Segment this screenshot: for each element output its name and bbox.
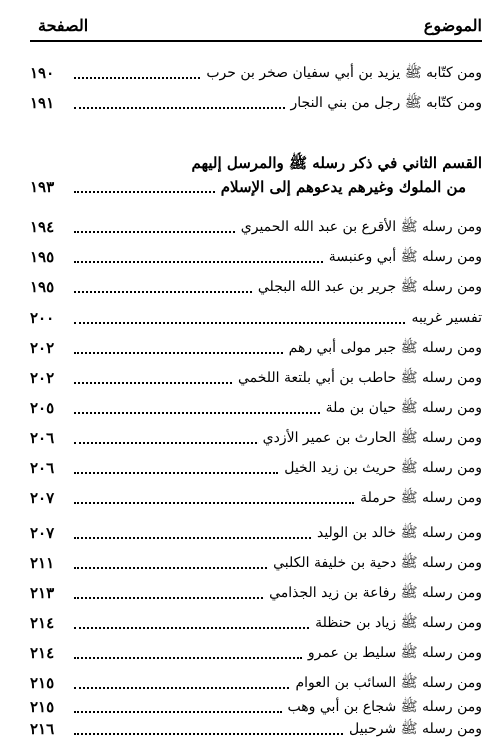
topic-column-label: الموضوع <box>423 16 482 35</box>
toc-entry-page: ٢٠٠ <box>30 309 55 327</box>
leader-dots <box>74 673 289 689</box>
toc-entry-text: ومن رسله ﷺ خالد بن الوليد <box>316 525 482 541</box>
toc-entry-text: ومن رسله ﷺ شرحبيل <box>349 721 482 737</box>
section-page: ١٩٣ <box>30 178 55 196</box>
toc-entry-text: ومن رسله ﷺ حاطب بن أبي بلتعة اللخمي <box>237 370 482 386</box>
toc-entry <box>30 214 482 238</box>
leader-dots <box>74 308 405 324</box>
leader-dots <box>74 697 282 713</box>
toc-entry-page: ٢١٤ <box>30 614 55 632</box>
toc-entry-text: ومن رسله ﷺ السائب بن العوام <box>295 675 482 691</box>
toc-entry <box>30 670 482 694</box>
toc-entry-page: ٢٠٦ <box>30 459 55 477</box>
leader-dots <box>74 247 323 263</box>
toc-entry-page: ٢١١ <box>30 554 55 572</box>
toc-entry-page: ٢٠٢ <box>30 339 55 357</box>
toc-entry-text: ومن رسله ﷺ رفاعة بن زيد الجذامي <box>269 585 482 601</box>
toc-entry-text: ومن رسله ﷺ حيان بن ملة <box>325 400 482 416</box>
toc-entry-text: ومن رسله ﷺ جبر مولى أبي رهم <box>288 340 482 356</box>
toc-entry-text: ومن رسله ﷺ زياد بن حنظلة <box>315 615 482 631</box>
leader-dots <box>74 523 311 539</box>
toc-entry <box>30 485 482 509</box>
toc-entry-text: ومن رسله ﷺ أبي وعنبسة <box>328 249 482 265</box>
toc-entry-text: ومن كتّابه ﷺ رجل من بني النجار <box>290 95 482 111</box>
toc-entry-page: ٢١٤ <box>30 644 55 662</box>
toc-entry-text: ومن رسله ﷺ حريث بن زيد الخيل <box>284 460 482 476</box>
toc-entry-page: ١٩١ <box>30 94 55 112</box>
toc-entry <box>30 640 482 664</box>
toc-entry-page: ١٩٠ <box>30 64 55 82</box>
leader-dots <box>74 553 267 569</box>
leader-dots <box>74 177 215 193</box>
leader-dots <box>74 613 309 629</box>
toc-entry-text: ومن رسله ﷺ حرملة <box>360 490 482 506</box>
toc-entry <box>30 580 482 604</box>
toc-entry-page: ٢٠٦ <box>30 429 55 447</box>
toc-entry <box>30 395 482 419</box>
toc-entry <box>30 455 482 479</box>
leader-dots <box>74 458 278 474</box>
toc-entry-page: ٢٠٧ <box>30 524 55 542</box>
toc-entry-page: ١٩٥ <box>30 278 55 296</box>
toc-entry-page: ٢١٣ <box>30 584 55 602</box>
toc-entry <box>30 425 482 449</box>
toc-entry <box>30 716 482 740</box>
leader-dots <box>74 428 257 444</box>
toc-entry-page: ٢٠٢ <box>30 369 55 387</box>
leader-dots <box>74 583 263 599</box>
leader-dots <box>74 277 252 293</box>
toc-entry-text: ومن كتّابه ﷺ يزيد بن أبي سفيان صخر بن حرب <box>206 65 482 81</box>
leader-dots <box>74 93 285 109</box>
toc-entry-page: ٢١٥ <box>30 674 55 692</box>
leader-dots <box>74 719 343 735</box>
toc-entry-page: ٢١٥ <box>30 698 55 716</box>
toc-entry <box>30 365 482 389</box>
leader-dots <box>74 643 302 659</box>
toc-entry-text: ومن رسله ﷺ جرير بن عبد الله البجلي <box>257 279 482 295</box>
toc-entry <box>30 550 482 574</box>
toc-entry-page: ٢١٦ <box>30 720 55 738</box>
toc-entry-page: ١٩٥ <box>30 248 55 266</box>
section-heading-entry <box>30 174 482 198</box>
toc-entry <box>30 520 482 544</box>
toc-entry-text: ومن رسله ﷺ الأقرع بن عبد الله الحميري <box>240 219 482 235</box>
leader-dots <box>74 488 354 504</box>
toc-entry <box>30 244 482 268</box>
toc-entry-page: ٢٠٧ <box>30 489 55 507</box>
toc-page <box>30 10 482 740</box>
leader-dots <box>74 338 283 354</box>
leader-dots <box>74 63 200 79</box>
toc-entry-text: ومن رسله ﷺ دحية بن خليفة الكلبي <box>273 555 482 571</box>
toc-entry <box>30 305 482 329</box>
page-column-label: الصفحة <box>38 16 89 35</box>
leader-dots <box>74 217 235 233</box>
toc-entry-text: ومن رسله ﷺ الحارث بن عمير الأزدي <box>262 430 482 446</box>
section-heading-line2: من الملوك وغيرهم يدعوهم إلى الإسلام <box>220 178 466 196</box>
toc-entry-text: ومن رسله ﷺ شجاع بن أبي وهب <box>287 699 482 715</box>
section-heading: القسم الثاني في ذكر رسله ﷺ والمرسل إليهم <box>191 154 482 172</box>
toc-entry-text: تفسير غريبه <box>411 310 482 326</box>
leader-dots <box>74 398 320 414</box>
leader-dots <box>74 368 232 384</box>
toc-entry-page: ١٩٤ <box>30 218 55 236</box>
toc-entry-text: ومن رسله ﷺ سليط بن عمرو <box>307 645 482 661</box>
toc-entry-page: ٢٠٥ <box>30 399 55 417</box>
toc-entry <box>30 694 482 718</box>
toc-entry <box>30 610 482 634</box>
toc-entry <box>30 90 482 114</box>
toc-entry <box>30 60 482 84</box>
toc-header <box>30 10 482 42</box>
toc-entry <box>30 274 482 298</box>
toc-entry <box>30 335 482 359</box>
